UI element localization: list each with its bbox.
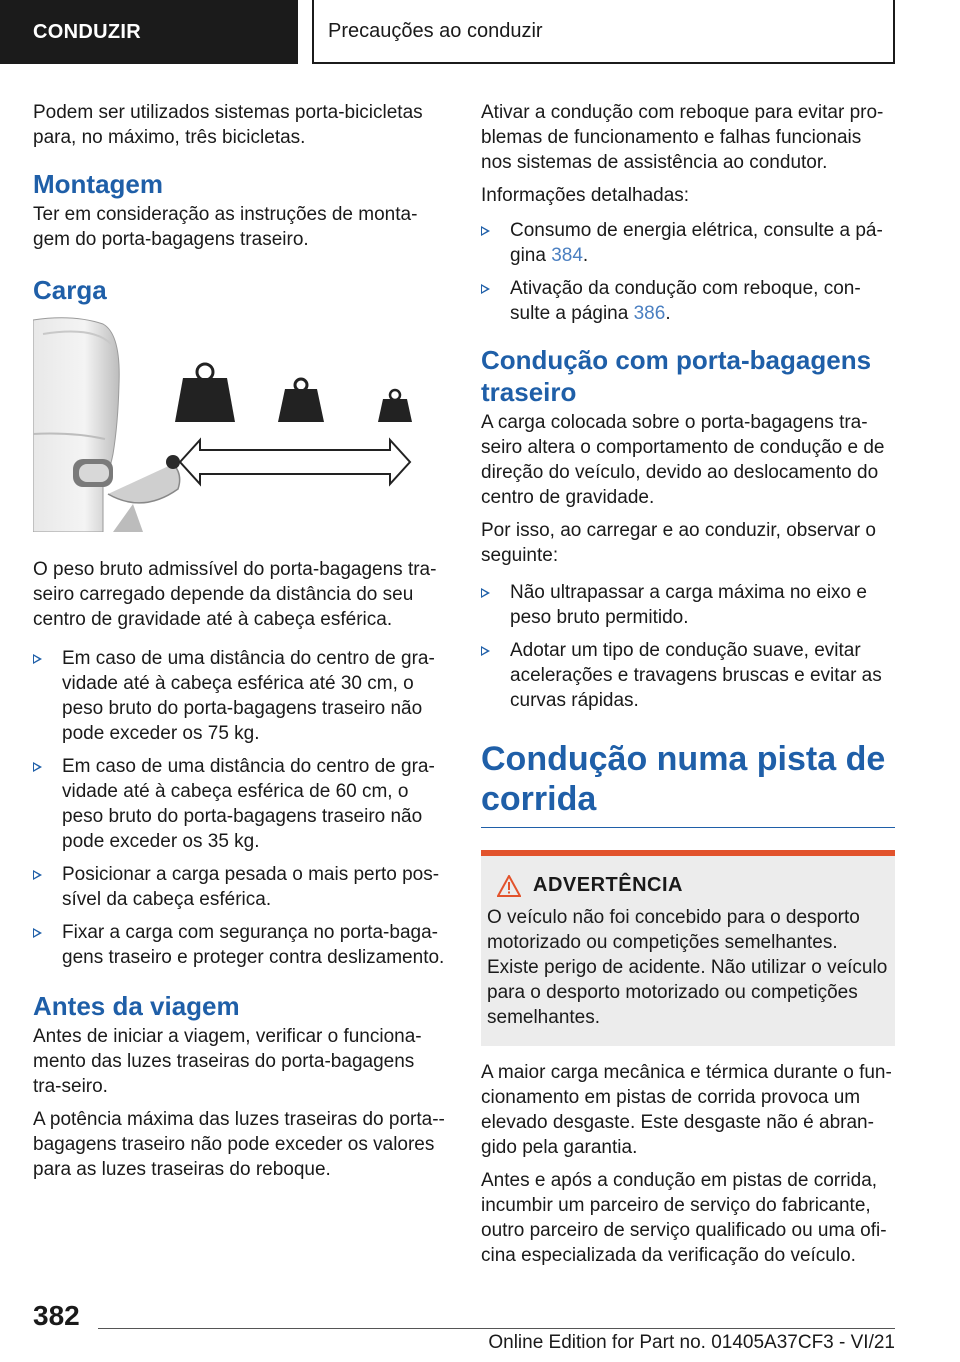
conducao-list <box>481 580 895 713</box>
carga-list <box>33 646 447 970</box>
triangle-bullet-icon <box>481 284 490 294</box>
list-item: Adotar um tipo de condução suave, evitar acelerações e travagens bruscas e evitar as curvas rápidas. <box>481 638 895 713</box>
info-label: Informações detalhadas: <box>481 185 690 206</box>
triangle-bullet-icon <box>481 588 490 598</box>
montagem-heading: Montagem <box>33 169 163 199</box>
viagem-paragraph-1: Antes de iniciar a viagem, verificar o funciona-mento das luzes traseiras do porta-bagagens tra-seiro. <box>33 1026 422 1097</box>
list-item: Consumo de energia elétrica, consulte a pá-gina 384. <box>481 218 895 268</box>
triangle-bullet-icon <box>33 870 42 880</box>
towbar-load-illustration <box>33 314 447 532</box>
list-item: Não ultrapassar a carga máxima no eixo e peso bruto permitido. <box>481 580 895 630</box>
list-item: Em caso de uma distância do centro de gra-vidade até à cabeça esférica de 60 cm, o peso bruto do porta-bagagens traseiro não pode exceder os 35 kg. <box>33 754 447 854</box>
montagem-paragraph: Ter em consideração as instruções de monta-gem do porta-bagagens traseiro. <box>33 204 418 250</box>
triangle-bullet-icon <box>33 928 42 938</box>
triangle-bullet-icon <box>481 646 490 656</box>
conducao-paragraph-2: Por isso, ao carregar e ao conduzir, observar o seguinte: <box>481 520 876 566</box>
warning-triangle-icon <box>497 875 521 897</box>
pista-paragraph-2: Antes e após a condução em pistas de corrida, incumbir um parceiro de serviço do fabricante, outro parceiro de serviço qualificado ou uma ofi-cina especializada da verificação do veículo. <box>481 1170 887 1266</box>
list-item: Em caso de uma distância do centro de gra-vidade até à cabeça esférica até 30 cm, o peso bruto do porta-bagagens traseiro não pode exceder os 75 kg. <box>33 646 447 746</box>
section-title: CONDUZIR <box>0 0 298 64</box>
warning-text: O veículo não foi concebido para o desporto motorizado ou competições semelhantes. Existe perigo de acidente. Não utilizar o veículo para o desporto motorizado ou competições semelhantes. <box>487 907 888 1028</box>
right-column <box>481 100 895 1276</box>
edition-text: Online Edition for Part no. 01405A37CF3 - VI/21 <box>488 1332 895 1353</box>
triangle-bullet-icon <box>33 762 42 772</box>
carga-paragraph: O peso bruto admissível do porta-bagagens tra-seiro carregado depende da distância do seu centro de gravidade até à cabeça esférica. <box>33 559 437 630</box>
viagem-paragraph-2: A potência máxima das luzes traseiras do porta--bagagens traseiro não pode exceder os valores para as luzes traseiras do reboque. <box>33 1109 445 1180</box>
page-link-384[interactable]: 384 <box>551 245 583 266</box>
conducao-paragraph-1: A carga colocada sobre o porta-bagagens tra-seiro altera o comportamento de condução e de direção do veículo, devido ao deslocamento do centro de gravidade. <box>481 412 885 508</box>
chapter-title: Precauções ao conduzir <box>312 0 895 64</box>
triangle-bullet-icon <box>481 226 490 236</box>
warning-box <box>481 850 895 1046</box>
list-item: Posicionar a carga pesada o mais perto pos-sível da cabeça esférica. <box>33 862 447 912</box>
intro-paragraph: Podem ser utilizados sistemas porta-bicicletas para, no máximo, três bicicletas. <box>33 102 423 148</box>
warning-title: ADVERTÊNCIA <box>533 874 683 896</box>
pista-heading: Condução numa pista de corrida <box>481 740 886 818</box>
info-list <box>481 218 895 326</box>
reboque-paragraph: Ativar a condução com reboque para evitar pro-blemas de funcionamento e falhas funcionais nos sistemas de assistência ao condutor. <box>481 102 884 173</box>
pista-heading-block <box>481 739 895 828</box>
left-column <box>33 100 447 1190</box>
pista-paragraph-1: A maior carga mecânica e térmica durante o fun-cionamento em pistas de corrida provoca um elevado desgaste. Este desgaste não é abran-gido pela garantia. <box>481 1062 892 1158</box>
triangle-bullet-icon <box>33 654 42 664</box>
list-item: Fixar a carga com segurança no porta-baga-gens traseiro e proteger contra deslizamento. <box>33 920 447 970</box>
page-number: 382 <box>33 1300 80 1331</box>
conducao-heading: Condução com porta-bagagens traseiro <box>481 345 872 407</box>
list-item: Ativação da condução com reboque, con-sulte a página 386. <box>481 276 895 326</box>
footer-divider <box>98 1328 895 1329</box>
warning-header <box>497 874 889 897</box>
viagem-heading: Antes da viagem <box>33 991 240 1021</box>
carga-heading: Carga <box>33 275 107 305</box>
page-link-386[interactable]: 386 <box>633 303 666 324</box>
